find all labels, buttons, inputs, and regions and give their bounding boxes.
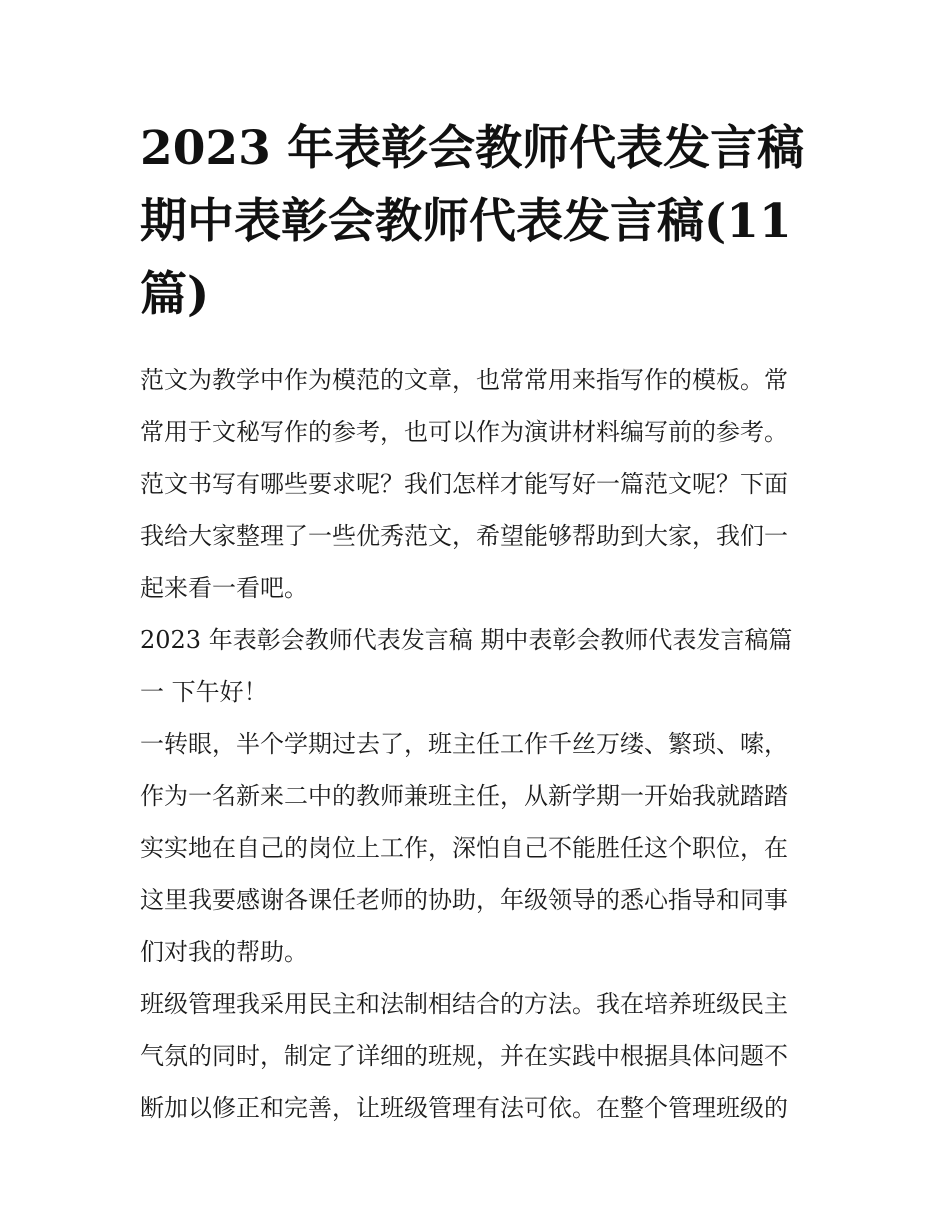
text-line: 2023 年表彰会教师代表发言稿 期中表彰会教师代表发言稿篇 bbox=[140, 626, 793, 654]
text-line: 这里我要感谢各课任老师的协助，年级领导的悉心指导和同事 bbox=[140, 886, 788, 914]
document-body bbox=[140, 354, 812, 1134]
text-line: 常用于文秘写作的参考，也可以作为演讲材料编写前的参考。 bbox=[140, 418, 788, 446]
text-line: 一 下午好！ bbox=[140, 678, 268, 706]
text-line: 范文书写有哪些要求呢？我们怎样才能写好一篇范文呢？下面 bbox=[140, 470, 788, 498]
paragraph-body-2 bbox=[140, 978, 812, 1134]
title-line: 期中表彰会教师代表发言稿(11 bbox=[140, 194, 792, 249]
text-line: 气氛的同时，制定了详细的班规，并在实践中根据具体问题不 bbox=[140, 1042, 788, 1070]
text-line: 实实地在自己的岗位上工作，深怕自己不能胜任这个职位，在 bbox=[140, 834, 788, 862]
text-line: 一转眼，半个学期过去了，班主任工作千丝万缕、繁琐、嗦， bbox=[140, 730, 788, 758]
paragraph-section-heading bbox=[140, 614, 812, 718]
title-line: 篇) bbox=[140, 267, 210, 322]
paragraph-intro bbox=[140, 354, 812, 614]
paragraph-body-1 bbox=[140, 718, 812, 978]
text-line: 班级管理我采用民主和法制相结合的方法。我在培养班级民主 bbox=[140, 990, 788, 1018]
text-line: 范文为教学中作为模范的文章，也常常用来指写作的模板。常 bbox=[140, 366, 788, 394]
text-line: 作为一名新来二中的教师兼班主任，从新学期一开始我就踏踏 bbox=[140, 782, 788, 810]
document-title bbox=[140, 112, 820, 331]
text-line: 们对我的帮助。 bbox=[140, 938, 308, 966]
title-line: 2023 年表彰会教师代表发言稿 bbox=[140, 121, 805, 176]
text-line: 我给大家整理了一些优秀范文，希望能够帮助到大家，我们一 bbox=[140, 522, 788, 550]
text-line: 起来看一看吧。 bbox=[140, 574, 308, 602]
text-line: 断加以修正和完善，让班级管理有法可依。在整个管理班级的 bbox=[140, 1094, 788, 1122]
